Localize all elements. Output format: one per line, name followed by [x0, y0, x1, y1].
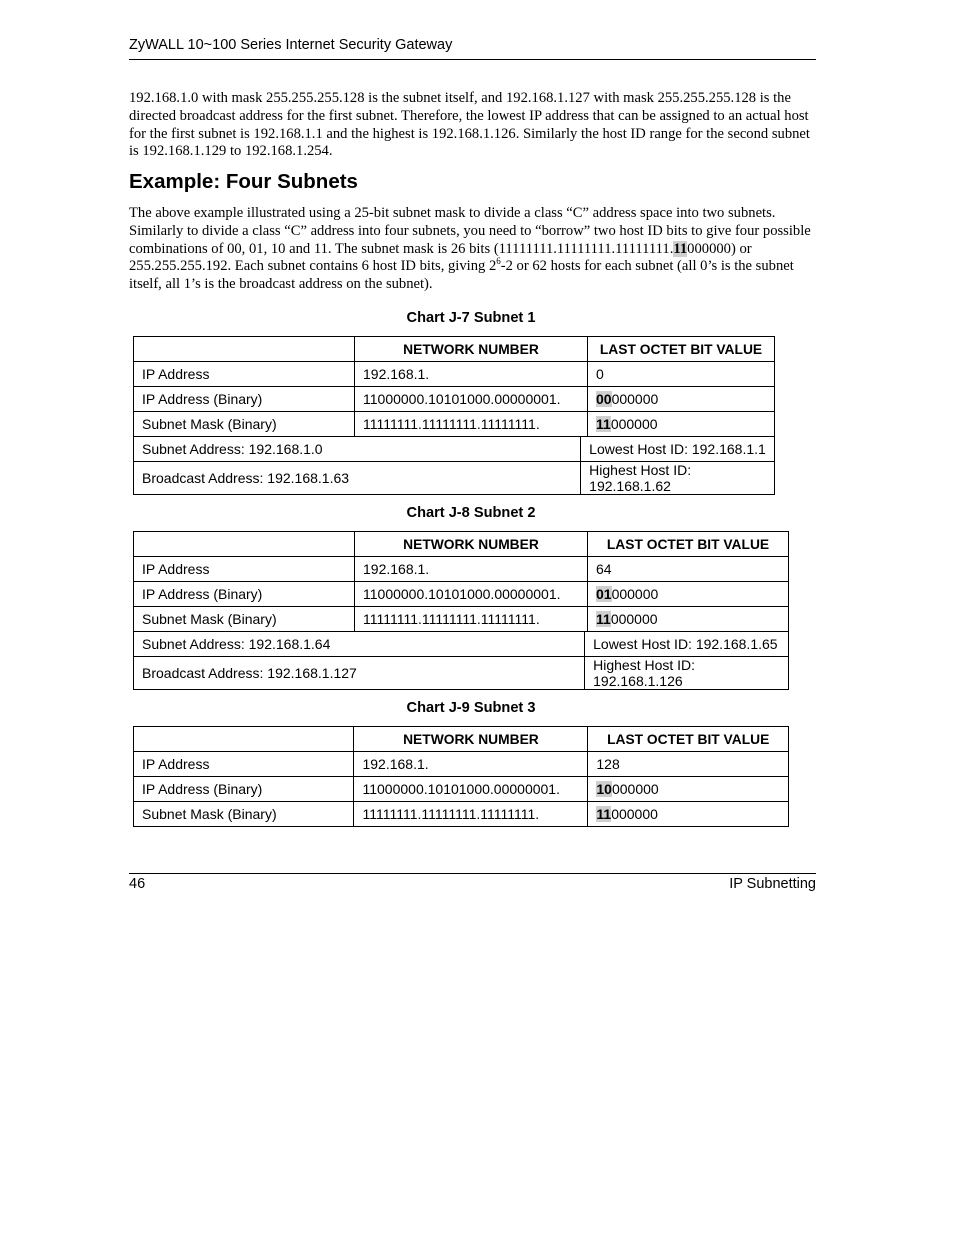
table-row — [134, 387, 775, 412]
chart-caption-2: Chart J-8 Subnet 2 — [406, 505, 536, 521]
para-text-d: -2 or 62 hosts for each subnet (all 0’s is the subnet itself, all 1’s is the broadcast address on the subnet). — [129, 258, 794, 293]
running-header — [129, 37, 816, 60]
table-row — [134, 607, 789, 632]
row-label: IP Address — [134, 752, 354, 777]
row-label: IP Address (Binary) — [134, 777, 354, 802]
para-text-c: 000000) or 255.255.255.192. Each subnet contains 6 host ID bits, giving 2 — [129, 240, 752, 275]
header-last-octet: LAST OCTET BIT VALUE — [588, 337, 775, 362]
network-value: 11000000.10101000.00000001. — [355, 582, 588, 607]
remaining-bits: 000000 — [611, 806, 658, 822]
lowest-host-id: Lowest Host ID: 192.168.1.65 — [585, 632, 789, 657]
header-blank-cell — [134, 337, 355, 362]
network-value: 11000000.10101000.00000001. — [355, 387, 588, 412]
section-heading: Example: Four Subnets — [129, 170, 358, 193]
highlighted-bits: 00 — [596, 391, 612, 407]
last-octet-value: 64 — [588, 557, 789, 582]
table-row — [134, 657, 789, 690]
running-footer — [129, 873, 816, 892]
table-row — [134, 362, 775, 387]
network-value: 11000000.10101000.00000001. — [354, 777, 588, 802]
header-network-number: NETWORK NUMBER — [355, 532, 588, 557]
exponent: 6 — [496, 256, 501, 267]
subnet-table-3 — [133, 726, 789, 827]
table-header-row — [134, 532, 789, 557]
last-octet-value — [588, 387, 775, 412]
table-header-row — [134, 337, 775, 362]
example-paragraph — [129, 205, 817, 294]
intro-paragraph: 192.168.1.0 with mask 255.255.255.128 is the subnet itself, and 192.168.1.127 with mask 255.255.255.128 is the directed broadcast address for the first subnet. Therefore, the lowest IP address that can be assigned to an actual host for the first subnet is 192.168.1.1 and the highest is 192.168.1.126. Similarly the host ID range for the second subnet is 192.168.1.129 to 192.168.1.254. — [129, 90, 810, 160]
last-octet-value: 128 — [588, 752, 789, 777]
header-blank-cell — [134, 727, 354, 752]
row-label: IP Address (Binary) — [134, 582, 355, 607]
network-value: 192.168.1. — [355, 557, 588, 582]
row-label: IP Address — [134, 557, 355, 582]
table-row — [134, 632, 789, 657]
highlighted-bits: 11 — [596, 416, 611, 432]
header-blank-cell — [134, 532, 355, 557]
para-text-a: The above example illustrated using a 25-bit subnet mask to divide a class “C” address space into two subnets. Similarly to divide a class “C” address into four subnets, you need to “borrow” two host ID bits to give four possible combinations of 00, 01, 10 and 11. The subnet mask is 26 bits (11111111.11111111.11111111. — [129, 205, 811, 257]
row-label: Subnet Mask (Binary) — [134, 802, 354, 827]
network-value: 11111111.11111111.11111111. — [355, 607, 588, 632]
header-last-octet: LAST OCTET BIT VALUE — [588, 532, 789, 557]
last-octet-value: 0 — [588, 362, 775, 387]
header-last-octet: LAST OCTET BIT VALUE — [588, 727, 789, 752]
row-label: IP Address — [134, 362, 355, 387]
last-octet-value — [588, 607, 789, 632]
highlighted-bits: 11 — [596, 611, 611, 627]
highlighted-bits: 10 — [596, 781, 612, 797]
network-value: 192.168.1. — [354, 752, 588, 777]
row-label: Subnet Mask (Binary) — [134, 607, 355, 632]
subnet-table-2 — [133, 531, 789, 690]
remaining-bits: 000000 — [611, 391, 659, 407]
table-row — [134, 412, 775, 437]
subnet-table-1 — [133, 336, 775, 495]
subnet-address: Subnet Address: 192.168.1.0 — [134, 437, 581, 462]
highlighted-bits: 01 — [596, 586, 612, 602]
table-row — [134, 462, 775, 495]
table-row — [134, 802, 789, 827]
remaining-bits: 000000 — [610, 611, 658, 627]
network-value: 192.168.1. — [355, 362, 588, 387]
network-value: 11111111.11111111.11111111. — [354, 802, 588, 827]
table-row — [134, 777, 789, 802]
broadcast-address: Broadcast Address: 192.168.1.63 — [134, 462, 581, 495]
remaining-bits: 000000 — [610, 416, 658, 432]
table-row — [134, 582, 789, 607]
remaining-bits: 000000 — [611, 781, 659, 797]
row-label: Subnet Mask (Binary) — [134, 412, 355, 437]
table-row — [134, 437, 775, 462]
last-octet-value — [588, 802, 789, 827]
row-label: IP Address (Binary) — [134, 387, 355, 412]
header-title: ZyWALL 10~100 Series Internet Security Gateway — [129, 37, 453, 53]
last-octet-value — [588, 582, 789, 607]
table-row — [134, 557, 789, 582]
lowest-host-id: Lowest Host ID: 192.168.1.1 — [581, 437, 775, 462]
borrowed-bits-highlight: 11 — [673, 240, 688, 257]
last-octet-value — [588, 412, 775, 437]
network-value: 11111111.11111111.11111111. — [355, 412, 588, 437]
last-octet-value — [588, 777, 789, 802]
header-network-number: NETWORK NUMBER — [355, 337, 588, 362]
remaining-bits: 000000 — [611, 586, 659, 602]
table-header-row — [134, 727, 789, 752]
highest-host-id: Highest Host ID: 192.168.1.62 — [581, 462, 775, 495]
highlighted-bits: 11 — [596, 806, 612, 822]
chart-caption-3: Chart J-9 Subnet 3 — [406, 700, 536, 716]
chart-caption-1: Chart J-7 Subnet 1 — [406, 310, 536, 326]
subnet-address: Subnet Address: 192.168.1.64 — [134, 632, 585, 657]
section-name: IP Subnetting — [729, 876, 816, 892]
table-row — [134, 752, 789, 777]
broadcast-address: Broadcast Address: 192.168.1.127 — [134, 657, 585, 690]
header-network-number: NETWORK NUMBER — [354, 727, 588, 752]
highest-host-id: Highest Host ID: 192.168.1.126 — [585, 657, 789, 690]
page-number: 46 — [129, 876, 146, 892]
